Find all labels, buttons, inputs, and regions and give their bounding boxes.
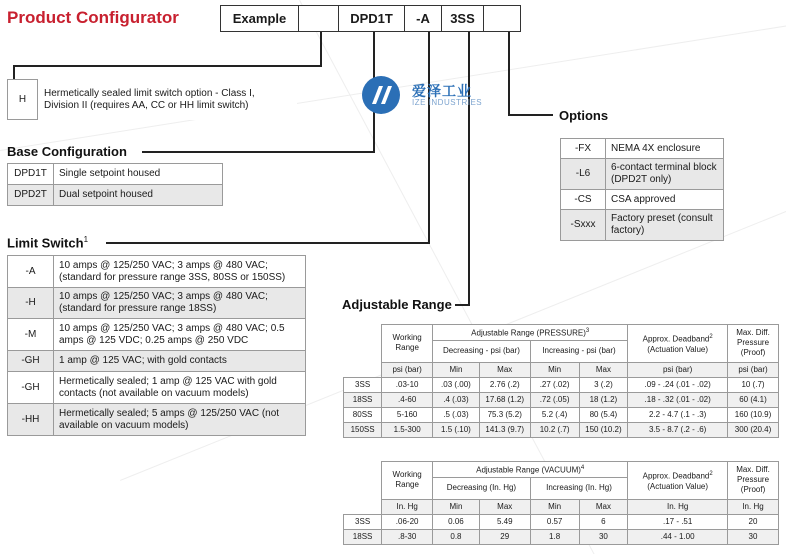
vacuum-corner — [344, 499, 382, 514]
pressure-unit: Min — [530, 362, 579, 377]
vacuum-cell: .44 - 1.00 — [628, 529, 728, 544]
switch-description: Hermetically sealed; 5 amps @ 125/250 VAC (not available on vacuum models) — [54, 404, 306, 436]
pressure-cell: 10.2 (.7) — [530, 422, 579, 437]
page-title: Product Configurator — [7, 8, 179, 27]
vacuum-header-increasing: Increasing (In. Hg) — [530, 477, 628, 499]
code-strip-example: Example — [221, 6, 299, 31]
limit-switch-table — [7, 255, 306, 436]
switch-code: -A — [8, 256, 54, 288]
switch-code: -GH — [8, 372, 54, 404]
options-table — [560, 138, 724, 241]
pressure-row — [344, 422, 779, 437]
pressure-unit: Min — [433, 362, 480, 377]
vacuum-cell: 5.49 — [479, 514, 530, 529]
switch-description: Hermetically sealed; 1 amp @ 125 VAC with gold contacts (not available on vacuum models) — [54, 372, 306, 404]
vacuum-cell: 20 — [728, 514, 779, 529]
vacuum-corner — [344, 477, 382, 499]
pressure-cell: 2.2 - 4.7 (.1 - .3) — [628, 407, 728, 422]
limit-switch-footnote: 1 — [83, 235, 89, 244]
code-strip-options — [484, 6, 520, 31]
vacuum-cell: .17 - .51 — [628, 514, 728, 529]
vacuum-header-decreasing: Decreasing (In. Hg) — [433, 477, 531, 499]
code-strip — [220, 5, 521, 32]
option-code: -CS — [561, 190, 606, 210]
switch-code: -GH — [8, 351, 54, 372]
code-strip-range: 3SS — [442, 6, 484, 31]
pressure-header-adjustable — [433, 325, 628, 341]
pressure-range-table — [343, 324, 779, 438]
pressure-cell: 17.68 (1.2) — [479, 392, 530, 407]
watermark-brand: 爱泽工业 — [412, 83, 472, 99]
vacuum-header-adjustable — [433, 462, 628, 478]
hermetic-code: H — [8, 80, 38, 120]
connector-line — [468, 32, 470, 306]
pressure-header-maxdiff: Max. Diff. Pressure (Proof) — [728, 325, 779, 363]
pressure-cell: 3SS — [344, 377, 382, 392]
pressure-unit: Max — [479, 362, 530, 377]
vacuum-header-adjustable-note: 4 — [580, 465, 585, 471]
vacuum-unit: In. Hg — [382, 499, 433, 514]
pressure-cell: 300 (20.4) — [728, 422, 779, 437]
switch-code: -H — [8, 288, 54, 319]
pressure-unit: psi (bar) — [382, 362, 433, 377]
pressure-cell: .27 (.02) — [530, 377, 579, 392]
vacuum-cell: 0.57 — [530, 514, 579, 529]
vacuum-cell: 18SS — [344, 529, 382, 544]
vacuum-range-table — [343, 461, 779, 545]
vacuum-row — [344, 514, 779, 529]
pressure-header-deadband-sub: (Actuation Value) — [647, 344, 709, 354]
pressure-cell: 5-160 — [382, 407, 433, 422]
switch-description: 10 amps @ 125/250 VAC; 3 amps @ 480 VAC; 0.5 amps @ 125 VDC; 0.25 amps @ 250 VDC — [54, 319, 306, 351]
vacuum-cell: 29 — [479, 529, 530, 544]
pressure-cell: 75.3 (5.2) — [479, 407, 530, 422]
pressure-corner — [344, 340, 382, 362]
pressure-cell: .5 (.03) — [433, 407, 480, 422]
option-description: NEMA 4X enclosure — [606, 139, 724, 159]
pressure-unit: psi (bar) — [728, 362, 779, 377]
code-strip-blank-1 — [299, 6, 339, 31]
pressure-header-deadband-note: 2 — [709, 334, 713, 340]
switch-code: -M — [8, 319, 54, 351]
pressure-cell: .09 - .24 (.01 - .02) — [628, 377, 728, 392]
vacuum-row — [344, 529, 779, 544]
hermetic-description: Hermetically sealed limit switch option - Class I, Division II (requires AA, CC or HH limit switch) — [38, 80, 298, 120]
pressure-header-decreasing: Decreasing - psi (bar) — [433, 340, 531, 362]
vacuum-cell: .06-20 — [382, 514, 433, 529]
vacuum-cell: .8-30 — [382, 529, 433, 544]
vacuum-header-working: Working Range — [382, 462, 433, 500]
connector-line — [508, 114, 553, 116]
switch-description: 1 amp @ 125 VAC; with gold contacts — [54, 351, 306, 372]
pressure-cell: .03 (.00) — [433, 377, 480, 392]
option-description: Factory preset (consult factory) — [606, 210, 724, 241]
connector-line — [142, 151, 375, 153]
vacuum-header-deadband-sub: (Actuation Value) — [647, 481, 709, 491]
pressure-header-deadband-text: Approx. Deadband — [642, 334, 710, 344]
vacuum-unit: In. Hg — [628, 499, 728, 514]
base-code: DPD1T — [8, 164, 54, 185]
pressure-cell: 3 (.2) — [579, 377, 628, 392]
pressure-cell: 80 (5.4) — [579, 407, 628, 422]
pressure-cell: 80SS — [344, 407, 382, 422]
pressure-unit: Max — [579, 362, 628, 377]
switch-description: 10 amps @ 125/250 VAC; 3 amps @ 480 VAC; (standard for pressure range 3SS, 80SS or 150SS) — [54, 256, 306, 288]
option-description: CSA approved — [606, 190, 724, 210]
connector-line — [455, 304, 470, 306]
vacuum-cell: 0.06 — [433, 514, 480, 529]
pressure-cell: 160 (10.9) — [728, 407, 779, 422]
brand-logo-icon — [362, 76, 400, 114]
pressure-cell: 10 (.7) — [728, 377, 779, 392]
vacuum-header-deadband — [628, 462, 728, 500]
vacuum-header-maxdiff: Max. Diff. Pressure (Proof) — [728, 462, 779, 500]
hermetic-option-table — [7, 79, 297, 120]
pressure-cell: 150 (10.2) — [579, 422, 628, 437]
pressure-corner — [344, 362, 382, 377]
limit-switch-title-text: Limit Switch — [7, 235, 84, 251]
connector-line — [320, 32, 322, 67]
vacuum-cell: 30 — [579, 529, 628, 544]
switch-code: -HH — [8, 404, 54, 436]
vacuum-unit: Min — [530, 499, 579, 514]
options-title: Options — [559, 108, 609, 123]
vacuum-header-deadband-note: 2 — [709, 471, 713, 477]
switch-description: 10 amps @ 125/250 VAC; 3 amps @ 480 VAC; (standard for pressure range 18SS) — [54, 288, 306, 319]
option-code: -FX — [561, 139, 606, 159]
pressure-row — [344, 392, 779, 407]
pressure-corner — [344, 325, 382, 341]
connector-line — [13, 65, 322, 67]
pressure-cell: 60 (4.1) — [728, 392, 779, 407]
watermark-subtitle: IZE INDUSTRIES — [412, 98, 483, 107]
pressure-cell: 3.5 - 8.7 (.2 - .6) — [628, 422, 728, 437]
vacuum-unit: Max — [579, 499, 628, 514]
pressure-row — [344, 377, 779, 392]
code-strip-base: DPD1T — [339, 6, 405, 31]
pressure-cell: 1.5-300 — [382, 422, 433, 437]
base-configuration-table — [7, 163, 223, 206]
limit-switch-title — [7, 235, 88, 250]
pressure-cell: .4 (.03) — [433, 392, 480, 407]
pressure-cell: 150SS — [344, 422, 382, 437]
pressure-cell: .03-10 — [382, 377, 433, 392]
connector-line — [106, 242, 430, 244]
code-strip-switch: -A — [405, 6, 442, 31]
vacuum-unit: Max — [479, 499, 530, 514]
pressure-header-adjustable-text: Adjustable Range (PRESSURE) — [471, 328, 586, 338]
base-configuration-title: Base Configuration — [7, 144, 127, 159]
pressure-unit: psi (bar) — [628, 362, 728, 377]
pressure-cell: 5.2 (.4) — [530, 407, 579, 422]
connector-line — [428, 32, 430, 244]
adjustable-range-title: Adjustable Range — [342, 297, 452, 312]
pressure-cell: 141.3 (9.7) — [479, 422, 530, 437]
pressure-cell: .18 - .32 (.01 - .02) — [628, 392, 728, 407]
vacuum-cell: 30 — [728, 529, 779, 544]
pressure-cell: 1.5 (.10) — [433, 422, 480, 437]
vacuum-cell: 0.8 — [433, 529, 480, 544]
connector-line — [13, 65, 15, 79]
vacuum-unit: Min — [433, 499, 480, 514]
pressure-header-deadband — [628, 325, 728, 363]
vacuum-cell: 6 — [579, 514, 628, 529]
base-description: Dual setpoint housed — [54, 185, 223, 206]
vacuum-cell: 3SS — [344, 514, 382, 529]
base-description: Single setpoint housed — [54, 164, 223, 185]
pressure-header-increasing: Increasing - psi (bar) — [530, 340, 628, 362]
vacuum-corner — [344, 462, 382, 478]
option-code: -Sxxx — [561, 210, 606, 241]
vacuum-header-adjustable-text: Adjustable Range (VACUUM) — [476, 465, 581, 475]
vacuum-unit: In. Hg — [728, 499, 779, 514]
pressure-cell: 18 (1.2) — [579, 392, 628, 407]
pressure-header-adjustable-note: 3 — [585, 328, 590, 334]
option-description: 6-contact terminal block (DPD2T only) — [606, 159, 724, 190]
option-code: -L6 — [561, 159, 606, 190]
connector-line — [508, 32, 510, 116]
pressure-row — [344, 407, 779, 422]
vacuum-header-deadband-text: Approx. Deadband — [642, 471, 710, 481]
vacuum-cell: 1.8 — [530, 529, 579, 544]
pressure-cell: 18SS — [344, 392, 382, 407]
pressure-cell: .4-60 — [382, 392, 433, 407]
pressure-cell: 2.76 (.2) — [479, 377, 530, 392]
base-code: DPD2T — [8, 185, 54, 206]
pressure-cell: .72 (.05) — [530, 392, 579, 407]
pressure-header-working: Working Range — [382, 325, 433, 363]
